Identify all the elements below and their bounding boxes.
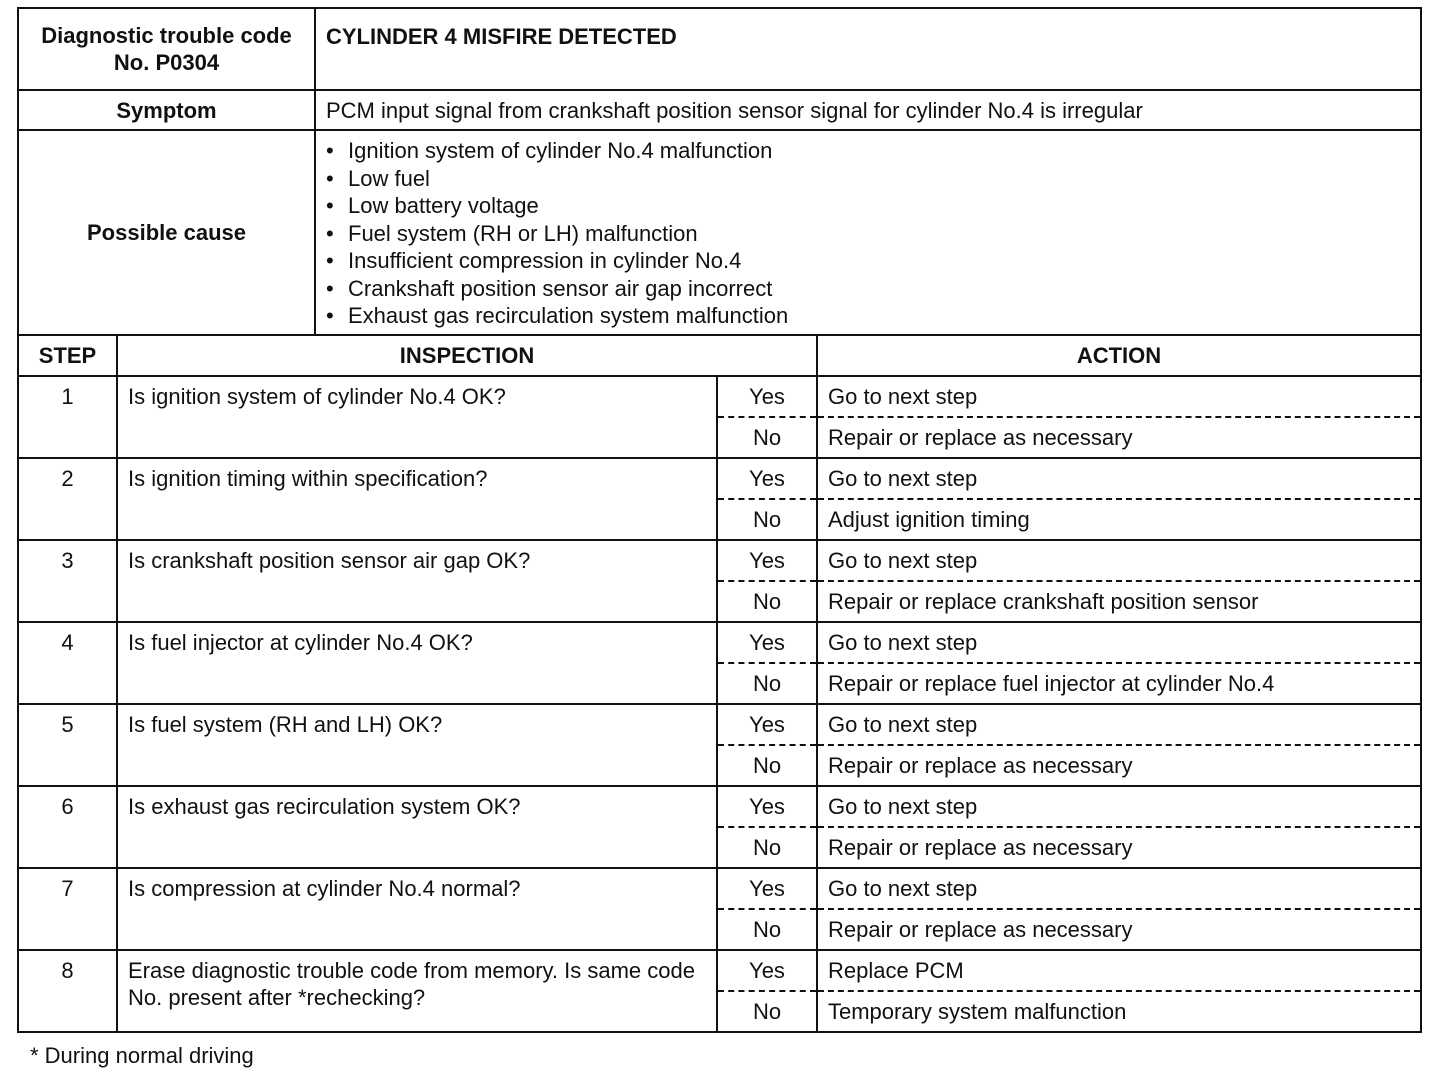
yes-action: Go to next step: [817, 786, 1421, 827]
header-row: [18, 8, 1421, 90]
no-label: No: [717, 499, 817, 540]
yes-label: Yes: [717, 786, 817, 827]
step-number: 1: [18, 376, 117, 458]
step-row: [18, 540, 1421, 581]
no-action: Temporary system malfunction: [817, 991, 1421, 1032]
yes-action: Go to next step: [817, 540, 1421, 581]
yes-label: Yes: [717, 540, 817, 581]
no-action: Repair or replace as necessary: [817, 745, 1421, 786]
no-action: Repair or replace as necessary: [817, 909, 1421, 950]
no-label: No: [717, 581, 817, 622]
yes-label: Yes: [717, 868, 817, 909]
cause-item: • Insufficient compression in cylinder No.4: [326, 247, 1410, 275]
possible-cause-label: Possible cause: [18, 130, 315, 335]
inspection-text: Is ignition timing within specification?: [117, 458, 717, 540]
step-number: 4: [18, 622, 117, 704]
no-label: No: [717, 417, 817, 458]
yes-action: Go to next step: [817, 458, 1421, 499]
inspection-text: Is exhaust gas recirculation system OK?: [117, 786, 717, 868]
yes-action: Go to next step: [817, 868, 1421, 909]
no-label: No: [717, 827, 817, 868]
no-action: Repair or replace as necessary: [817, 827, 1421, 868]
inspection-text: Is compression at cylinder No.4 normal?: [117, 868, 717, 950]
inspection-text: Erase diagnostic trouble code from memory. Is same code No. present after *rechecking?: [117, 950, 717, 1032]
inspection-text: Is fuel system (RH and LH) OK?: [117, 704, 717, 786]
step-row: [18, 458, 1421, 499]
yes-label: Yes: [717, 458, 817, 499]
yes-action: Go to next step: [817, 704, 1421, 745]
step-number: 5: [18, 704, 117, 786]
step-number: 3: [18, 540, 117, 622]
symptom-text: PCM input signal from crankshaft position sensor signal for cylinder No.4 is irregular: [315, 90, 1421, 130]
step-number: 8: [18, 950, 117, 1032]
cause-item: • Low battery voltage: [326, 192, 1410, 220]
action-column-header: ACTION: [817, 335, 1421, 376]
yes-action: Replace PCM: [817, 950, 1421, 991]
step-column-header: STEP: [18, 335, 117, 376]
yes-label: Yes: [717, 950, 817, 991]
no-action: Repair or replace crankshaft position sensor: [817, 581, 1421, 622]
no-action: Repair or replace as necessary: [817, 417, 1421, 458]
cause-item: • Crankshaft position sensor air gap incorrect: [326, 275, 1410, 303]
inspection-text: Is crankshaft position sensor air gap OK?: [117, 540, 717, 622]
page-title: CYLINDER 4 MISFIRE DETECTED: [315, 8, 1421, 90]
cause-item: • Ignition system of cylinder No.4 malfunction: [326, 137, 1410, 165]
step-row: [18, 786, 1421, 827]
cause-item: • Low fuel: [326, 165, 1410, 193]
diagnostic-table: [17, 7, 1422, 1033]
cause-item: • Exhaust gas recirculation system malfunction: [326, 302, 1410, 330]
step-row: [18, 376, 1421, 417]
possible-cause-list: [326, 131, 1410, 334]
yes-label: Yes: [717, 704, 817, 745]
no-action: Adjust ignition timing: [817, 499, 1421, 540]
no-action: Repair or replace fuel injector at cylinder No.4: [817, 663, 1421, 704]
no-label: No: [717, 909, 817, 950]
no-label: No: [717, 745, 817, 786]
symptom-label: Symptom: [18, 90, 315, 130]
cause-item: • Fuel system (RH or LH) malfunction: [326, 220, 1410, 248]
inspection-text: Is ignition system of cylinder No.4 OK?: [117, 376, 717, 458]
possible-cause-row: [18, 130, 1421, 335]
yes-action: Go to next step: [817, 622, 1421, 663]
column-header-row: [18, 335, 1421, 376]
yes-label: Yes: [717, 622, 817, 663]
step-row: [18, 950, 1421, 991]
step-row: [18, 622, 1421, 663]
trouble-code-label: Diagnostic trouble code No. P0304: [18, 8, 315, 90]
step-number: 6: [18, 786, 117, 868]
footnote: * During normal driving: [30, 1043, 254, 1068]
no-label: No: [717, 991, 817, 1032]
step-number: 2: [18, 458, 117, 540]
step-row: [18, 868, 1421, 909]
inspection-text: Is fuel injector at cylinder No.4 OK?: [117, 622, 717, 704]
step-number: 7: [18, 868, 117, 950]
possible-cause-list-cell: [315, 130, 1421, 335]
step-row: [18, 704, 1421, 745]
no-label: No: [717, 663, 817, 704]
yes-label: Yes: [717, 376, 817, 417]
symptom-row: [18, 90, 1421, 130]
yes-action: Go to next step: [817, 376, 1421, 417]
inspection-column-header: INSPECTION: [117, 335, 817, 376]
